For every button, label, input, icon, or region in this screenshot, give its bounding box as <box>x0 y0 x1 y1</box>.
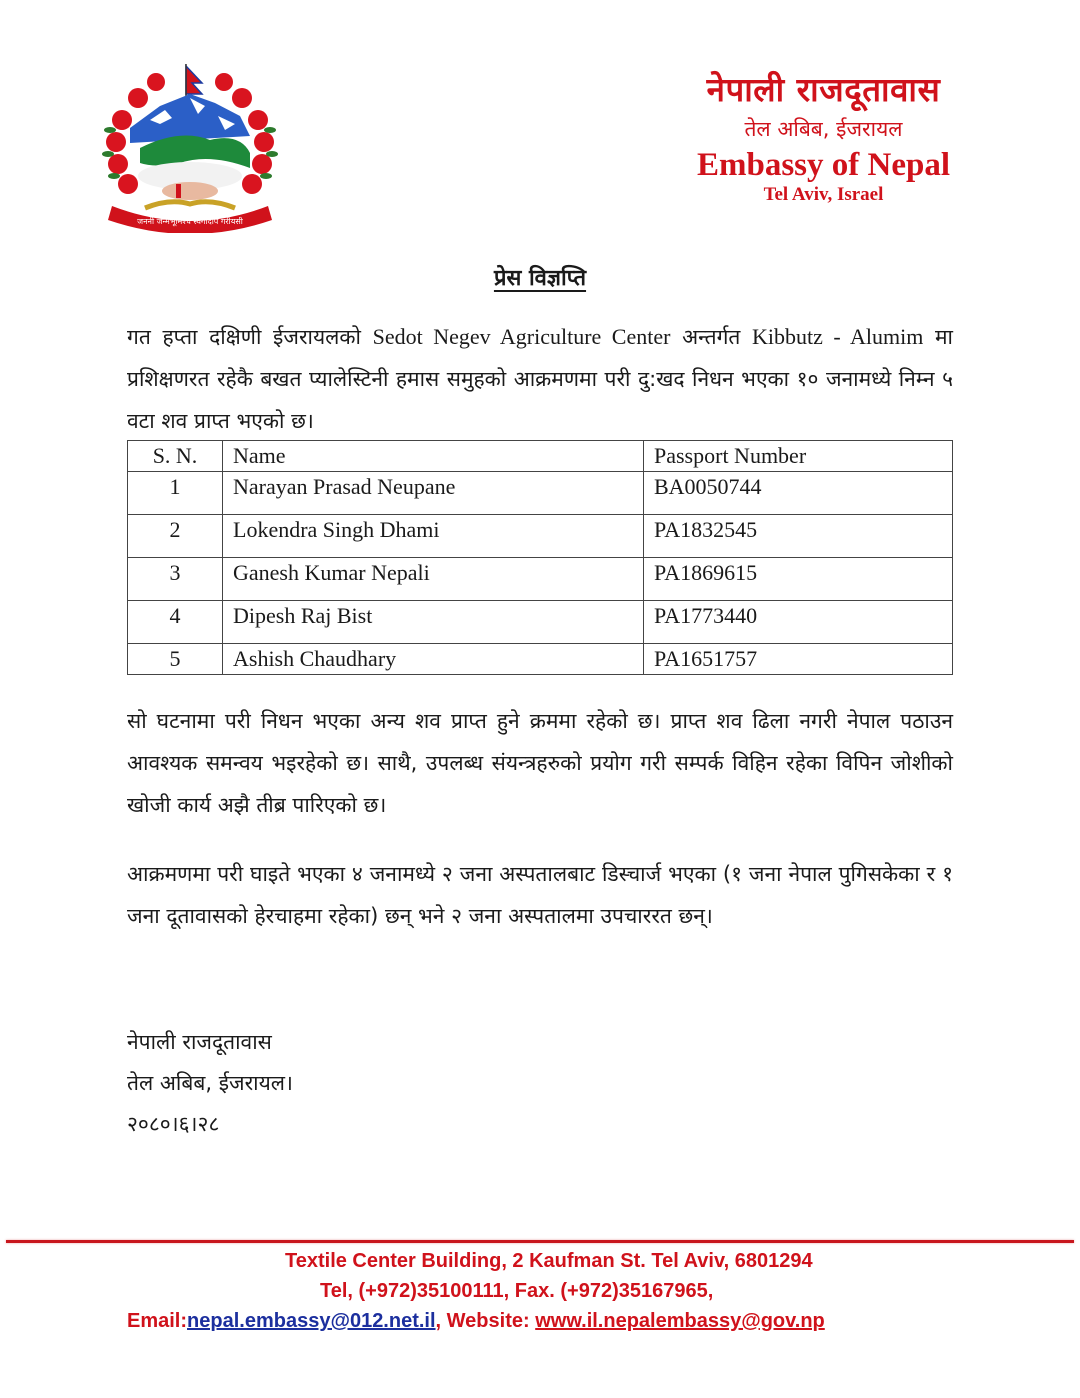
recovery-paragraph: सो घटनामा परी निधन भएका अन्य शव प्राप्त हुने क्रममा रहेको छ। प्राप्त शव ढिला नगरी नेपाल पठाउन आवश्यक समन्वय भइरहेको छ। साथै, उपलब्ध संयन्त्रहरुको प्रयोग गरी सम्पर्क विहिन रहेका विपिन जोशीको खोजी कार्य अझै तीब्र पारिएको छ। <box>127 709 954 817</box>
signature-date: २०८०।६।२८ <box>127 1112 220 1136</box>
svg-text:जननी जन्मभूमिश्च स्वर्गादपि गर: जननी जन्मभूमिश्च स्वर्गादपि गरीयसी <box>137 217 243 226</box>
injured-paragraph: आक्रमणमा परी घाइते भएका ४ जनामध्ये २ जना अस्पतालबाट डिस्चार्ज भएका (१ जना नेपाल पुगिसकेका र १ जना दूतावासको हेरचाहमा रहेका) छन् भने २ जना अस्पतालमा उपचाररत छन्। <box>127 862 953 928</box>
footer-phone-fax: Tel, (+972)35100111, Fax. (+972)35167965, <box>320 1280 714 1302</box>
cell-sn: 4 <box>128 601 223 644</box>
signature-embassy: नेपाली राजदूतावास <box>127 1030 272 1054</box>
victims-table <box>127 440 953 675</box>
cell-passport: PA1651757 <box>644 644 953 675</box>
embassy-name-nepali: नेपाली राजदूतावास <box>706 70 941 109</box>
column-header-name: Name <box>223 441 644 472</box>
column-header-sn: S. N. <box>128 441 223 472</box>
agriculture-center-name: Sedot Negev Agriculture Center <box>372 324 671 349</box>
cell-name: Narayan Prasad Neupane <box>223 472 644 515</box>
intro-paragraph: गत हप्ता दक्षिणी ईजरायलको Sedot Negev Agriculture Center अन्तर्गत Kibbutz - Alumim मा प्रशिक्षणरत रहेकै बखत प्यालेस्टिनी हमास समुहको आक्रमणमा परी दु:खद निधन भएका १० जनामध्ये निम्न ५ वटा शव प्राप्त भएको छ। <box>127 324 953 433</box>
column-header-passport: Passport Number <box>644 441 953 472</box>
footer <box>0 1246 1080 1336</box>
cell-passport: PA1773440 <box>644 601 953 644</box>
embassy-location-nepali: तेल अबिब, ईजरायल <box>744 117 903 141</box>
table-row <box>128 601 953 644</box>
table-row <box>128 472 953 515</box>
table-header-row <box>128 441 953 472</box>
embassy-name-english: Embassy of Nepal <box>696 147 950 183</box>
nepal-coat-of-arms-icon <box>90 58 290 233</box>
cell-passport: PA1869615 <box>644 558 953 601</box>
signature-block <box>127 1022 293 1145</box>
website-link[interactable]: www.il.nepalembassy@gov.np <box>535 1310 825 1332</box>
cell-sn: 2 <box>128 515 223 558</box>
cell-passport: BA0050744 <box>644 472 953 515</box>
cell-sn: 5 <box>128 644 223 675</box>
footer-address: Textile Center Building, 2 Kaufman St. Tel Aviv, 6801294 <box>285 1250 813 1272</box>
cell-passport: PA1832545 <box>644 515 953 558</box>
table-row <box>128 558 953 601</box>
cell-name: Lokendra Singh Dhami <box>223 515 644 558</box>
table-row <box>128 644 953 675</box>
footer-contact: Email:nepal.embassy@012.net.il, Website: www.il.nepalembassy@gov.np <box>127 1310 825 1332</box>
embassy-location-english: Tel Aviv, Israel <box>763 184 884 205</box>
email-link[interactable]: nepal.embassy@012.net.il <box>187 1310 436 1332</box>
cell-name: Ashish Chaudhary <box>223 644 644 675</box>
cell-sn: 3 <box>128 558 223 601</box>
cell-sn: 1 <box>128 472 223 515</box>
cell-name: Dipesh Raj Bist <box>223 601 644 644</box>
cell-name: Ganesh Kumar Nepali <box>223 558 644 601</box>
page-title: प्रेस विज्ञप्ति <box>493 266 587 291</box>
signature-location: तेल अबिब, ईजरायल। <box>127 1071 293 1095</box>
table-row <box>128 515 953 558</box>
footer-divider <box>6 1240 1074 1243</box>
kibbutz-name: Kibbutz - Alumim <box>752 324 924 349</box>
letterhead <box>697 68 950 206</box>
